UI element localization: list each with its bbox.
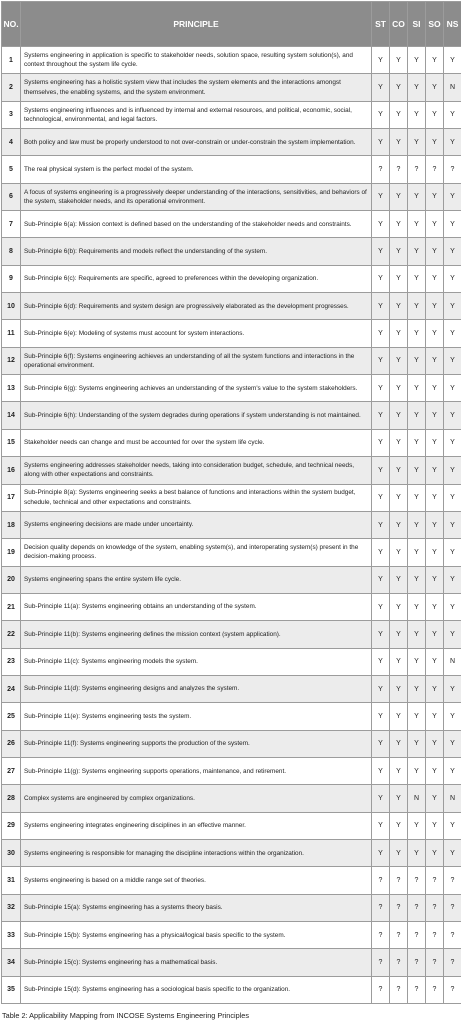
cell-ns: N [444,785,461,812]
principle-text: Sub-Principle 8(a): Systems engineering seeks a best balance of functions and interactions within the system budget, schedule, technical and other expectations and constraints. [21,484,372,511]
header-no: NO. [2,2,21,47]
principle-text: Systems engineering is based on a middle range set of theories. [21,867,372,894]
cell-si: Y [408,265,426,292]
principle-text: Sub-Principle 15(a): Systems engineering has a systems theory basis. [21,894,372,921]
cell-si: Y [408,593,426,620]
cell-st: Y [372,129,390,156]
cell-st: Y [372,621,390,648]
cell-st: ? [372,156,390,183]
principle-text: Sub-Principle 6(d): Requirements and system design are progressively elaborated as the development progresses. [21,293,372,320]
cell-ns: Y [444,402,461,429]
cell-co: ? [390,922,408,949]
cell-st: Y [372,429,390,456]
row-number: 17 [2,484,21,511]
principle-text: Sub-Principle 15(b): Systems engineering has a physical/logical basis specific to the system. [21,922,372,949]
row-number: 13 [2,375,21,402]
cell-si: ? [408,976,426,1003]
cell-co: Y [390,621,408,648]
cell-co: Y [390,183,408,210]
cell-si: ? [408,156,426,183]
cell-co: Y [390,402,408,429]
principle-text: Systems engineering is responsible for managing the discipline interactions within the organization. [21,839,372,866]
principle-text: Sub-Principle 6(h): Understanding of the system degrades during operations if system understanding is not maintained. [21,402,372,429]
table-row [2,703,461,730]
table-body [2,47,461,1004]
cell-so: ? [426,949,444,976]
row-number: 30 [2,839,21,866]
cell-ns: Y [444,703,461,730]
cell-si: Y [408,101,426,128]
cell-so: Y [426,402,444,429]
cell-si: Y [408,539,426,566]
cell-ns: Y [444,839,461,866]
row-number: 3 [2,101,21,128]
table-row [2,375,461,402]
table-row [2,402,461,429]
row-number: 26 [2,730,21,757]
cell-ns: Y [444,101,461,128]
cell-so: Y [426,47,444,74]
row-number: 28 [2,785,21,812]
table-row [2,211,461,238]
cell-ns: Y [444,183,461,210]
cell-so: Y [426,648,444,675]
cell-ns: Y [444,347,461,374]
cell-ns: Y [444,675,461,702]
cell-st: ? [372,867,390,894]
cell-so: Y [426,375,444,402]
principle-text: Sub-Principle 6(c): Requirements are specific, agreed to preferences within the developing organization. [21,265,372,292]
cell-co: Y [390,101,408,128]
cell-st: Y [372,539,390,566]
row-number: 15 [2,429,21,456]
cell-si: Y [408,648,426,675]
table-row [2,867,461,894]
cell-si: Y [408,347,426,374]
cell-ns: Y [444,211,461,238]
principle-text: Sub-Principle 11(f): Systems engineering supports the production of the system. [21,730,372,757]
cell-st: Y [372,375,390,402]
cell-so: Y [426,812,444,839]
table-row [2,47,461,74]
cell-ns: ? [444,156,461,183]
cell-so: Y [426,320,444,347]
table-row [2,839,461,866]
table-row [2,129,461,156]
cell-si: Y [408,129,426,156]
cell-so: ? [426,922,444,949]
cell-si: Y [408,511,426,538]
table-row [2,730,461,757]
cell-st: Y [372,839,390,866]
table-caption: Table 2: Applicability Mapping from INCOSE Systems Engineering Principles [2,1011,249,1020]
table-row [2,949,461,976]
cell-so: Y [426,566,444,593]
table-row [2,757,461,784]
row-number: 24 [2,675,21,702]
row-number: 22 [2,621,21,648]
cell-ns: Y [444,238,461,265]
cell-ns: Y [444,511,461,538]
cell-co: Y [390,648,408,675]
table-row [2,183,461,210]
cell-ns: ? [444,894,461,921]
cell-ns: Y [444,730,461,757]
principle-text: The real physical system is the perfect model of the system. [21,156,372,183]
table-row [2,785,461,812]
cell-st: Y [372,320,390,347]
principle-text: Systems engineering integrates engineering disciplines in an effective manner. [21,812,372,839]
cell-ns: Y [444,484,461,511]
principle-text: Sub-Principle 11(d): Systems engineering designs and analyzes the system. [21,675,372,702]
cell-co: Y [390,347,408,374]
cell-so: Y [426,265,444,292]
cell-si: N [408,785,426,812]
cell-st: ? [372,949,390,976]
cell-co: Y [390,238,408,265]
cell-st: ? [372,894,390,921]
principle-text: Systems engineering spans the entire system life cycle. [21,566,372,593]
cell-ns: Y [444,293,461,320]
cell-st: Y [372,785,390,812]
cell-ns: Y [444,621,461,648]
cell-st: Y [372,457,390,484]
header-si: SI [408,2,426,47]
cell-so: Y [426,675,444,702]
table-row [2,320,461,347]
cell-si: ? [408,949,426,976]
cell-co: Y [390,484,408,511]
principle-text: Sub-Principle 11(e): Systems engineering tests the system. [21,703,372,730]
row-number: 31 [2,867,21,894]
cell-st: Y [372,511,390,538]
cell-st: ? [372,922,390,949]
cell-so: ? [426,867,444,894]
principle-text: Stakeholder needs can change and must be accounted for over the system life cycle. [21,429,372,456]
cell-ns: Y [444,593,461,620]
cell-so: Y [426,129,444,156]
table-row [2,648,461,675]
cell-ns: Y [444,429,461,456]
table-row [2,922,461,949]
header-principle: PRINCIPLE [21,2,372,47]
cell-so: Y [426,429,444,456]
table-row [2,156,461,183]
header-co: CO [390,2,408,47]
row-number: 25 [2,703,21,730]
cell-ns: ? [444,867,461,894]
cell-si: Y [408,47,426,74]
cell-co: Y [390,566,408,593]
cell-si: Y [408,211,426,238]
row-number: 19 [2,539,21,566]
cell-co: ? [390,949,408,976]
cell-st: Y [372,101,390,128]
table-row [2,457,461,484]
cell-ns: Y [444,129,461,156]
cell-co: Y [390,429,408,456]
cell-co: ? [390,867,408,894]
cell-st: Y [372,183,390,210]
cell-si: Y [408,238,426,265]
cell-si: Y [408,183,426,210]
row-number: 10 [2,293,21,320]
cell-st: Y [372,347,390,374]
row-number: 27 [2,757,21,784]
cell-si: Y [408,429,426,456]
row-number: 23 [2,648,21,675]
cell-ns: Y [444,47,461,74]
cell-so: Y [426,484,444,511]
principle-text: Sub-Principle 6(g): Systems engineering achieves an understanding of the system's value to the system stakeholders. [21,375,372,402]
row-number: 12 [2,347,21,374]
cell-st: Y [372,293,390,320]
cell-co: Y [390,703,408,730]
cell-st: Y [372,703,390,730]
principle-text: Systems engineering decisions are made under uncertainty. [21,511,372,538]
cell-st: Y [372,47,390,74]
cell-so: Y [426,238,444,265]
principle-text: Sub-Principle 11(g): Systems engineering supports operations, maintenance, and retirement. [21,757,372,784]
row-number: 20 [2,566,21,593]
principles-table [1,1,461,1004]
table-row [2,621,461,648]
table-row [2,484,461,511]
table-row [2,265,461,292]
table-row [2,539,461,566]
principle-text: Systems engineering influences and is influenced by internal and external resources, and political, economic, social, technological, environmental, and legal factors. [21,101,372,128]
cell-st: Y [372,730,390,757]
cell-so: ? [426,976,444,1003]
table-row [2,894,461,921]
cell-si: Y [408,703,426,730]
table-row [2,812,461,839]
cell-so: ? [426,894,444,921]
cell-ns: Y [444,812,461,839]
row-number: 2 [2,74,21,101]
cell-so: Y [426,839,444,866]
cell-si: ? [408,922,426,949]
cell-so: Y [426,757,444,784]
principle-text: Sub-Principle 6(f): Systems engineering achieves an understanding of all the system functions and interactions in the operational environment. [21,347,372,374]
table-row [2,74,461,101]
table-row [2,566,461,593]
principle-text: Sub-Principle 6(e): Modeling of systems must account for system interactions. [21,320,372,347]
cell-co: Y [390,593,408,620]
header-so: SO [426,2,444,47]
cell-co: Y [390,785,408,812]
row-number: 14 [2,402,21,429]
table-row [2,293,461,320]
principle-text: Sub-Principle 15(d): Systems engineering has a sociological basis specific to the organization. [21,976,372,1003]
row-number: 11 [2,320,21,347]
principle-text: Systems engineering has a holistic system view that includes the system elements and the interactions amongst themselves, the enabling systems, and the system environment. [21,74,372,101]
row-number: 29 [2,812,21,839]
row-number: 16 [2,457,21,484]
cell-si: ? [408,894,426,921]
principle-text: Sub-Principle 11(a): Systems engineering obtains an understanding of the system. [21,593,372,620]
cell-co: Y [390,757,408,784]
table-row [2,976,461,1003]
row-number: 33 [2,922,21,949]
table-row [2,101,461,128]
cell-ns: Y [444,320,461,347]
principle-text: Sub-Principle 11(c): Systems engineering models the system. [21,648,372,675]
table-row [2,675,461,702]
cell-st: Y [372,648,390,675]
table-header-row [2,2,461,47]
cell-ns: ? [444,949,461,976]
cell-co: Y [390,265,408,292]
cell-so: Y [426,785,444,812]
cell-so: Y [426,457,444,484]
cell-si: Y [408,730,426,757]
cell-co: Y [390,511,408,538]
row-number: 34 [2,949,21,976]
cell-si: Y [408,457,426,484]
cell-si: Y [408,839,426,866]
row-number: 18 [2,511,21,538]
cell-ns: ? [444,976,461,1003]
cell-so: Y [426,703,444,730]
cell-si: ? [408,867,426,894]
principle-text: Sub-Principle 15(c): Systems engineering has a mathematical basis. [21,949,372,976]
cell-st: Y [372,812,390,839]
cell-si: Y [408,675,426,702]
cell-st: ? [372,976,390,1003]
cell-si: Y [408,812,426,839]
cell-st: Y [372,566,390,593]
cell-ns: Y [444,757,461,784]
cell-ns: Y [444,375,461,402]
cell-co: Y [390,129,408,156]
cell-ns: Y [444,539,461,566]
table-row [2,429,461,456]
cell-co: Y [390,74,408,101]
cell-st: Y [372,757,390,784]
cell-ns: N [444,74,461,101]
row-number: 9 [2,265,21,292]
principle-text: Complex systems are engineered by complex organizations. [21,785,372,812]
principle-text: A focus of systems engineering is a progressively deeper understanding of the interactions, sensitivities, and behaviors of the system, stakeholder needs, and its operational environment. [21,183,372,210]
cell-so: Y [426,183,444,210]
cell-co: Y [390,839,408,866]
cell-st: Y [372,675,390,702]
cell-co: Y [390,375,408,402]
cell-so: Y [426,621,444,648]
cell-so: Y [426,593,444,620]
row-number: 21 [2,593,21,620]
row-number: 32 [2,894,21,921]
principle-text: Both policy and law must be properly understood to not over-constrain or under-constrain the system implementation. [21,129,372,156]
cell-co: Y [390,320,408,347]
cell-st: Y [372,211,390,238]
header-st: ST [372,2,390,47]
cell-ns: Y [444,265,461,292]
cell-si: Y [408,566,426,593]
cell-si: Y [408,402,426,429]
row-number: 4 [2,129,21,156]
cell-so: Y [426,293,444,320]
cell-so: Y [426,539,444,566]
cell-ns: N [444,648,461,675]
principle-text: Systems engineering addresses stakeholder needs, taking into consideration budget, schedule, and technical needs, along with other expectations and constraints. [21,457,372,484]
table-row [2,347,461,374]
cell-si: Y [408,293,426,320]
cell-co: ? [390,894,408,921]
cell-co: Y [390,730,408,757]
cell-co: Y [390,293,408,320]
cell-st: Y [372,238,390,265]
cell-si: Y [408,757,426,784]
cell-st: Y [372,402,390,429]
principle-text: Decision quality depends on knowledge of the system, enabling system(s), and interoperating system(s) present in the decision-making process. [21,539,372,566]
cell-si: Y [408,621,426,648]
principle-text: Sub-Principle 6(b): Requirements and models reflect the understanding of the system. [21,238,372,265]
cell-so: Y [426,211,444,238]
cell-co: Y [390,211,408,238]
cell-ns: ? [444,922,461,949]
cell-st: Y [372,593,390,620]
cell-st: Y [372,74,390,101]
cell-st: Y [372,265,390,292]
cell-so: Y [426,347,444,374]
cell-so: Y [426,101,444,128]
cell-si: Y [408,484,426,511]
cell-so: Y [426,730,444,757]
cell-co: Y [390,457,408,484]
cell-so: Y [426,511,444,538]
row-number: 7 [2,211,21,238]
principle-text: Sub-Principle 6(a): Mission context is defined based on the understanding of the stakeholder needs and constraints. [21,211,372,238]
cell-co: Y [390,812,408,839]
table-row [2,593,461,620]
cell-si: Y [408,74,426,101]
cell-co: ? [390,976,408,1003]
row-number: 1 [2,47,21,74]
cell-so: Y [426,74,444,101]
row-number: 6 [2,183,21,210]
row-number: 5 [2,156,21,183]
cell-co: Y [390,539,408,566]
row-number: 35 [2,976,21,1003]
cell-co: Y [390,675,408,702]
principle-text: Sub-Principle 11(b): Systems engineering defines the mission context (system application). [21,621,372,648]
cell-si: Y [408,320,426,347]
table-row [2,238,461,265]
cell-ns: Y [444,566,461,593]
cell-si: Y [408,375,426,402]
cell-co: ? [390,156,408,183]
row-number: 8 [2,238,21,265]
header-ns: NS [444,2,461,47]
cell-so: ? [426,156,444,183]
principle-text: Systems engineering in application is specific to stakeholder needs, solution space, resulting system solution(s), and context throughout the system life cycle. [21,47,372,74]
cell-st: Y [372,484,390,511]
cell-ns: Y [444,457,461,484]
cell-co: Y [390,47,408,74]
table-row [2,511,461,538]
